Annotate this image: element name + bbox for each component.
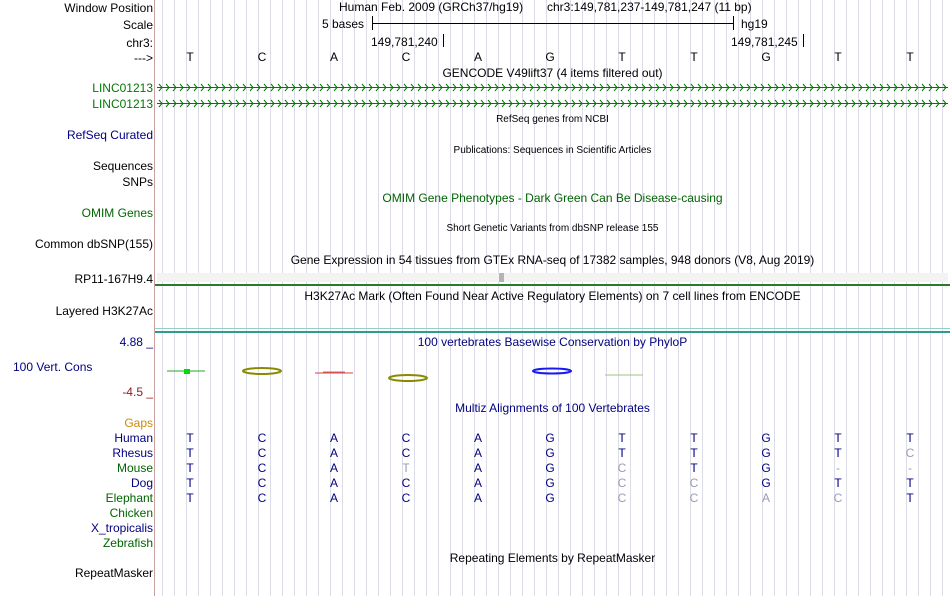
pubs-track-title: Publications: Sequences in Scientific Articles bbox=[453, 145, 652, 156]
chrom-label[interactable]: chr3: bbox=[126, 36, 153, 50]
refseq-track-title: RefSeq genes from NCBI bbox=[496, 114, 609, 125]
alignment-base: C bbox=[257, 461, 267, 475]
reference-base: C bbox=[401, 50, 411, 64]
alignment-base: - bbox=[836, 461, 840, 475]
h3k27ac-line-bottom bbox=[155, 331, 950, 333]
alignment-base: C bbox=[257, 491, 267, 505]
alignment-base: A bbox=[329, 431, 338, 445]
gtex-track-title: Gene Expression in 54 tissues from GTEx RNA-seq of 17382 samples, 948 donors (V8, Aug 2019) bbox=[290, 253, 815, 267]
alignment-base: A bbox=[329, 491, 338, 505]
track-label-panel bbox=[0, 0, 154, 596]
phylop-conservation-plot bbox=[155, 360, 950, 385]
species-label[interactable]: X_tropicalis bbox=[90, 521, 153, 535]
position-title: chr3:149,781,237-149,781,247 (11 bp) bbox=[547, 0, 752, 14]
reference-base: A bbox=[473, 50, 482, 64]
species-label[interactable]: Dog bbox=[130, 476, 153, 490]
reference-base: G bbox=[545, 50, 555, 64]
h3k27ac-line-top bbox=[155, 328, 950, 329]
alignment-base: A bbox=[329, 476, 338, 490]
h3k27ac-track-label[interactable]: Layered H3K27Ac bbox=[55, 304, 153, 318]
cons-min-label: -4.5 _ bbox=[122, 385, 153, 399]
alignment-base: C bbox=[401, 476, 411, 490]
reference-base: G bbox=[761, 50, 771, 64]
alignment-base: C bbox=[689, 476, 699, 490]
alignment-base: G bbox=[545, 446, 555, 460]
alignment-base: T bbox=[186, 431, 194, 445]
species-label[interactable]: Rhesus bbox=[112, 446, 153, 460]
alignment-base: C bbox=[905, 446, 915, 460]
cons-max-label: 4.88 _ bbox=[119, 335, 153, 349]
coord-tick-2 bbox=[803, 34, 804, 47]
cons-mark-2 bbox=[243, 368, 281, 374]
alignment-base: T bbox=[834, 476, 842, 490]
scale-bar-right-tick bbox=[733, 16, 734, 30]
alignment-base: C bbox=[617, 461, 627, 475]
gaps-label[interactable]: Gaps bbox=[124, 416, 153, 430]
species-label[interactable]: Mouse bbox=[116, 461, 153, 475]
reference-base: T bbox=[834, 50, 842, 64]
cons-mark-5 bbox=[533, 369, 571, 374]
alignment-base: T bbox=[186, 461, 194, 475]
alignment-base: A bbox=[761, 491, 770, 505]
alignment-base: T bbox=[618, 446, 626, 460]
alignment-base: A bbox=[473, 431, 482, 445]
gencode-gene-1[interactable] bbox=[157, 83, 948, 92]
assembly-title: Human Feb. 2009 (GRCh37/hg19) bbox=[339, 0, 524, 14]
species-label[interactable]: Chicken bbox=[109, 506, 153, 520]
alignment-base: G bbox=[761, 431, 771, 445]
gtex-baseline bbox=[155, 284, 950, 286]
alignment-base: T bbox=[690, 446, 698, 460]
dbsnp-track-title: Short Genetic Variants from dbSNP release 155 bbox=[446, 223, 659, 234]
scale-label[interactable]: Scale bbox=[122, 18, 153, 32]
alignment-base: C bbox=[617, 491, 627, 505]
alignment-base: C bbox=[689, 491, 699, 505]
coord-label-2: 149,781,245 bbox=[731, 35, 798, 49]
gtex-expression-mark bbox=[499, 273, 504, 282]
alignment-base: C bbox=[617, 476, 627, 490]
omim-track-label[interactable]: OMIM Genes bbox=[81, 206, 153, 220]
gencode-gene-2[interactable] bbox=[157, 99, 948, 108]
scale-db-label: hg19 bbox=[741, 17, 768, 31]
repeatmasker-track-label[interactable]: RepeatMasker bbox=[74, 566, 153, 580]
reference-base: T bbox=[690, 50, 698, 64]
alignment-base: A bbox=[329, 446, 338, 460]
refseq-track-label[interactable]: RefSeq Curated bbox=[66, 128, 153, 142]
gtex-track-label[interactable]: RP11-167H9.4 bbox=[74, 272, 153, 286]
scale-bar bbox=[372, 23, 733, 24]
alignment-base: C bbox=[401, 446, 411, 460]
alignment-base: T bbox=[690, 461, 698, 475]
alignment-base: T bbox=[186, 476, 194, 490]
h3k27ac-track-title: H3K27Ac Mark (Often Found Near Active Regulatory Elements) on 7 cell lines from ENCODE bbox=[304, 289, 801, 303]
reference-base: T bbox=[186, 50, 194, 64]
alignment-base: T bbox=[906, 431, 914, 445]
alignment-base: C bbox=[833, 491, 843, 505]
alignment-base: T bbox=[906, 491, 914, 505]
alignment-base: - bbox=[908, 461, 912, 475]
alignment-base: A bbox=[473, 446, 482, 460]
alignment-base: A bbox=[473, 476, 482, 490]
alignment-base: C bbox=[257, 476, 267, 490]
alignment-base: G bbox=[545, 461, 555, 475]
alignment-base: T bbox=[618, 431, 626, 445]
alignment-base: T bbox=[186, 446, 194, 460]
coord-tick-1 bbox=[443, 34, 444, 47]
phylop-track-title: 100 vertebrates Basewise Conservation by PhyloP bbox=[417, 335, 688, 349]
alignment-base: T bbox=[834, 446, 842, 460]
alignment-base: G bbox=[761, 476, 771, 490]
cons-mark-1 bbox=[167, 369, 205, 374]
alignment-base: T bbox=[186, 491, 194, 505]
reference-base: C bbox=[257, 50, 267, 64]
species-label[interactable]: Human bbox=[114, 431, 153, 445]
cons-mark-3 bbox=[315, 372, 353, 373]
alignment-base: G bbox=[545, 491, 555, 505]
strand-arrow-label[interactable]: ---> bbox=[134, 51, 153, 65]
reference-base: A bbox=[329, 50, 338, 64]
alignment-base: G bbox=[545, 431, 555, 445]
alignment-base: C bbox=[401, 491, 411, 505]
gtex-track-area[interactable] bbox=[157, 273, 948, 282]
species-label[interactable]: Elephant bbox=[105, 491, 153, 505]
gencode-track-label-1[interactable]: LINC01213 bbox=[92, 81, 153, 95]
scale-text: 5 bases bbox=[322, 17, 365, 31]
gencode-track-label-2[interactable]: LINC01213 bbox=[92, 97, 153, 111]
alignment-base: A bbox=[473, 461, 482, 475]
alignment-base: T bbox=[906, 476, 914, 490]
dbsnp-track-label[interactable]: Common dbSNP(155) bbox=[34, 237, 153, 251]
alignment-base: T bbox=[690, 431, 698, 445]
species-label[interactable]: Zebrafish bbox=[102, 536, 153, 550]
alignment-base: G bbox=[545, 476, 555, 490]
multiz-track-title: Multiz Alignments of 100 Vertebrates bbox=[455, 401, 650, 415]
reference-base: T bbox=[618, 50, 626, 64]
alignment-base: G bbox=[761, 461, 771, 475]
sequences-track-label[interactable]: Sequences bbox=[92, 159, 153, 173]
alignment-base: A bbox=[473, 491, 482, 505]
alignment-base: T bbox=[402, 461, 410, 475]
alignment-base: C bbox=[257, 446, 267, 460]
reference-base: T bbox=[906, 50, 914, 64]
repeatmasker-track-title: Repeating Elements by RepeatMasker bbox=[449, 551, 656, 565]
alignment-base: A bbox=[329, 461, 338, 475]
cons-mark-4 bbox=[389, 375, 427, 381]
snps-track-label[interactable]: SNPs bbox=[122, 175, 153, 189]
coord-label-1: 149,781,240 bbox=[371, 35, 438, 49]
cons-track-label[interactable]: 100 Vert. Cons bbox=[13, 360, 93, 374]
alignment-base: T bbox=[834, 431, 842, 445]
alignment-base: C bbox=[257, 431, 267, 445]
omim-track-title: OMIM Gene Phenotypes - Dark Green Can Be Disease-causing bbox=[382, 191, 723, 205]
alignment-base: G bbox=[761, 446, 771, 460]
window-position-label[interactable]: Window Position bbox=[64, 1, 153, 15]
gencode-track-title: GENCODE V49lift37 (4 items filtered out) bbox=[442, 66, 663, 80]
alignment-base: C bbox=[401, 431, 411, 445]
